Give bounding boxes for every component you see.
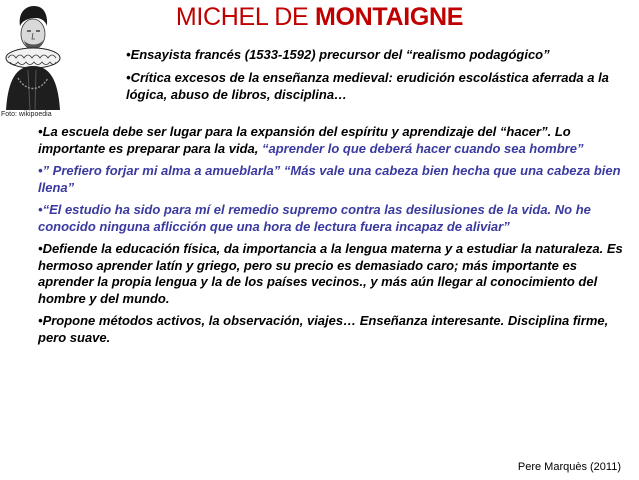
list-item: •Propone métodos activos, la observación, viajes… Enseñanza interesante. Disciplina firme, pero suave. xyxy=(38,313,609,345)
list-item: •Ensayista francés (1533-1592) precursor del “realismo podagógico” xyxy=(126,47,550,62)
list-item: •La escuela debe ser lugar para la expansión del espíritu y aprendizaje del “hacer”. Lo importante es preparar para la vida, “aprender lo que deberá hacer cuando sea hombre” xyxy=(38,124,584,156)
photo-credit: Foto: wikipoedia xyxy=(1,111,52,118)
title-prefix: MICHEL DE xyxy=(175,3,315,31)
list-item: •Crítica excesos de la enseñanza medieval: erudición escolástica aferrada a la lógica, abuso de libros, disciplina… xyxy=(126,70,609,102)
page-title xyxy=(0,3,639,32)
list-item: •Defiende la educación física, da importancia a la lengua materna y a estudiar la naturaleza. Es hermoso aprender latín y griego, pero su precio es demasiado caro; más importante es aprender la propia lengua y la de los países vecinos., y más aún llegar al conocimiento del hombre y del mundo. xyxy=(38,241,623,306)
quote-text: “El estudio ha sido para mí el remedio supremo contra las desilusiones de la vida. No he conocido ninguna aflicción que una hora de lectura fuera incapaz de aliviar” xyxy=(38,202,591,234)
portrait-image xyxy=(2,0,62,110)
quote-text: ” Prefiero forjar mi alma a amueblarla” “Más vale una cabeza bien hecha que una cabeza bien llena” xyxy=(38,163,621,195)
main-list xyxy=(38,124,628,352)
portrait-drawing xyxy=(6,6,60,110)
quote-text: “aprender lo que deberá hacer cuando sea hombre” xyxy=(261,140,584,156)
list-item: •” Prefiero forjar mi alma a amueblarla” “Más vale una cabeza bien hecha que una cabeza bien llena” xyxy=(38,163,621,195)
title-emphasis: MONTAIGNE xyxy=(314,3,464,31)
author-footer: Pere Marquès (2011) xyxy=(517,461,621,473)
intro-list xyxy=(126,46,631,109)
list-item: •“El estudio ha sido para mí el remedio supremo contra las desilusiones de la vida. No he conocido ninguna aflicción que una hora de lectura fuera incapaz de aliviar” xyxy=(38,202,591,234)
